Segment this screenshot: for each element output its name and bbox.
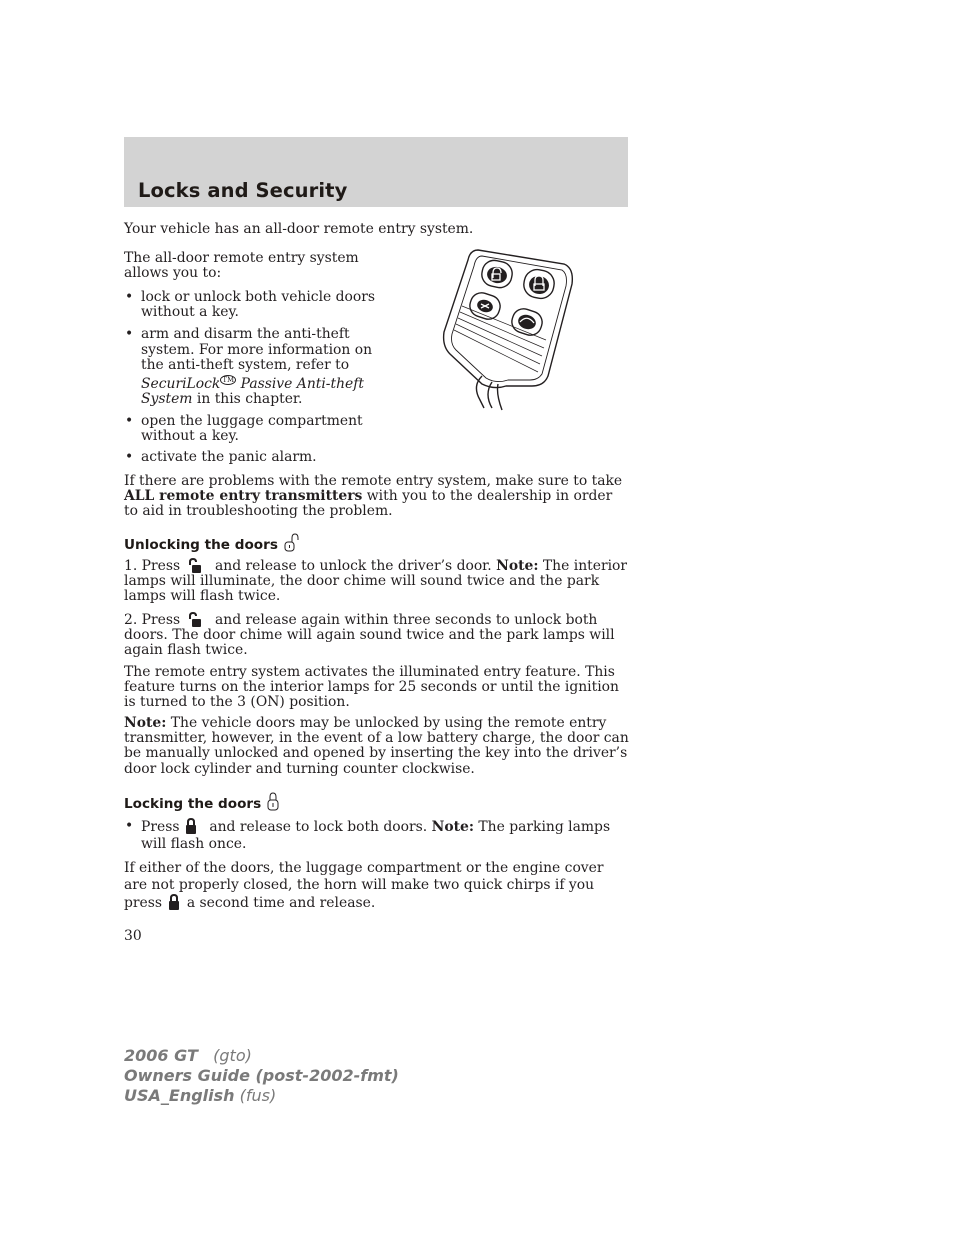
locking-heading	[124, 792, 280, 812]
list-item	[124, 414, 384, 444]
footer-line-model	[124, 1046, 399, 1066]
step-text: 1. Press	[124, 558, 181, 574]
note-label: Note:	[496, 558, 539, 574]
emphasis-text: ALL remote entry transmitters	[124, 488, 363, 505]
step-text: and release to unlock the driver’s door.	[214, 558, 492, 574]
list-item-text: in this chapter.	[196, 390, 303, 407]
list-item-text: arm and disarm the anti-theft system. For more information on the anti-theft system, refer to	[141, 326, 373, 373]
list-item	[124, 818, 630, 853]
reference-text: Passive Anti-theft System	[141, 375, 364, 407]
footer-model-code: (gto)	[213, 1046, 252, 1065]
heading-text: Locking the doors	[124, 796, 262, 812]
step-text: The interior lamps will illuminate, the door chime will sound twice and the park lamps will flash twice.	[124, 558, 628, 605]
list-item-text: lock or unlock both vehicle doors without a key.	[141, 289, 376, 321]
intro-paragraph: Your vehicle has an all-door remote entry system.	[124, 221, 474, 237]
low-battery-note	[124, 716, 630, 777]
note-label: Note:	[124, 715, 167, 731]
paragraph-text: with you to the dealership in order to aid in troubleshooting the problem.	[124, 488, 613, 520]
footer-locale: USA_English	[124, 1086, 235, 1105]
lock-padlock-outline-icon	[266, 792, 280, 812]
illuminated-entry-paragraph: The remote entry system activates the illuminated entry feature. This feature turns on the interior lamps for 25 seconds or until the ignition is turned to the 3 (ON) position.	[124, 664, 619, 711]
chirp-paragraph	[124, 860, 630, 912]
unlock-step-1	[124, 558, 630, 605]
unlocking-heading	[124, 533, 299, 553]
unlock-step-2	[124, 612, 630, 659]
unlock-padlock-outline-icon	[283, 533, 299, 553]
step-text: 2. Press	[124, 612, 181, 628]
trademark-symbol: TM	[222, 376, 235, 385]
footer-guide: Owners Guide (post-2002-fmt)	[124, 1066, 399, 1085]
reference-text: SecuriLock	[141, 375, 221, 392]
list-item-text: and release to lock both doors.	[209, 819, 428, 835]
unlock-padlock-icon	[188, 612, 202, 628]
paragraph-text: If there are problems with the remote entry system, make sure to take	[124, 473, 623, 489]
remote-key-fob-illustration	[438, 244, 578, 412]
footer-model: 2006 GT	[124, 1046, 198, 1065]
list-item-text: Press	[141, 819, 180, 835]
footer-line-locale	[124, 1086, 399, 1106]
document-footer	[124, 1046, 399, 1106]
note-label: Note:	[431, 819, 474, 835]
locking-list	[124, 818, 630, 853]
section-title: Locks and Security	[138, 179, 348, 202]
lock-padlock-icon	[168, 894, 180, 911]
heading-text: Unlocking the doors	[124, 537, 278, 553]
list-item-text: activate the panic alarm.	[141, 449, 317, 466]
list-item-text: open the luggage compartment without a key.	[141, 413, 363, 445]
unlock-padlock-icon	[188, 558, 202, 574]
list-item	[124, 450, 384, 465]
footer-line-guide	[124, 1066, 399, 1086]
footer-locale-code: (fus)	[239, 1086, 277, 1105]
list-item	[124, 290, 384, 320]
paragraph-text: a second time and release.	[186, 895, 376, 911]
problems-paragraph	[124, 474, 630, 520]
capabilities-list	[124, 290, 384, 466]
list-item	[124, 327, 384, 407]
allows-intro: The all-door remote entry system allows you to:	[124, 250, 359, 282]
step-text: and release again within three seconds to unlock both doors. The door chime will again sound twice and the park lamps will again flash twice.	[124, 612, 615, 659]
note-text: The vehicle doors may be unlocked by using the remote entry transmitter, however, in the event of a low battery charge, the door can be manually unlocked and opened by inserting the key into the driver’s door lock cylinder and turning counter clockwise.	[124, 715, 629, 777]
lock-padlock-icon	[185, 818, 197, 835]
paragraph-text: If either of the doors, the luggage compartment or the engine cover are not properly closed, the horn will make two quick chirps if you press	[124, 860, 604, 911]
list-item-text: The parking lamps will flash once.	[141, 819, 611, 852]
page-number: 30	[124, 928, 142, 944]
